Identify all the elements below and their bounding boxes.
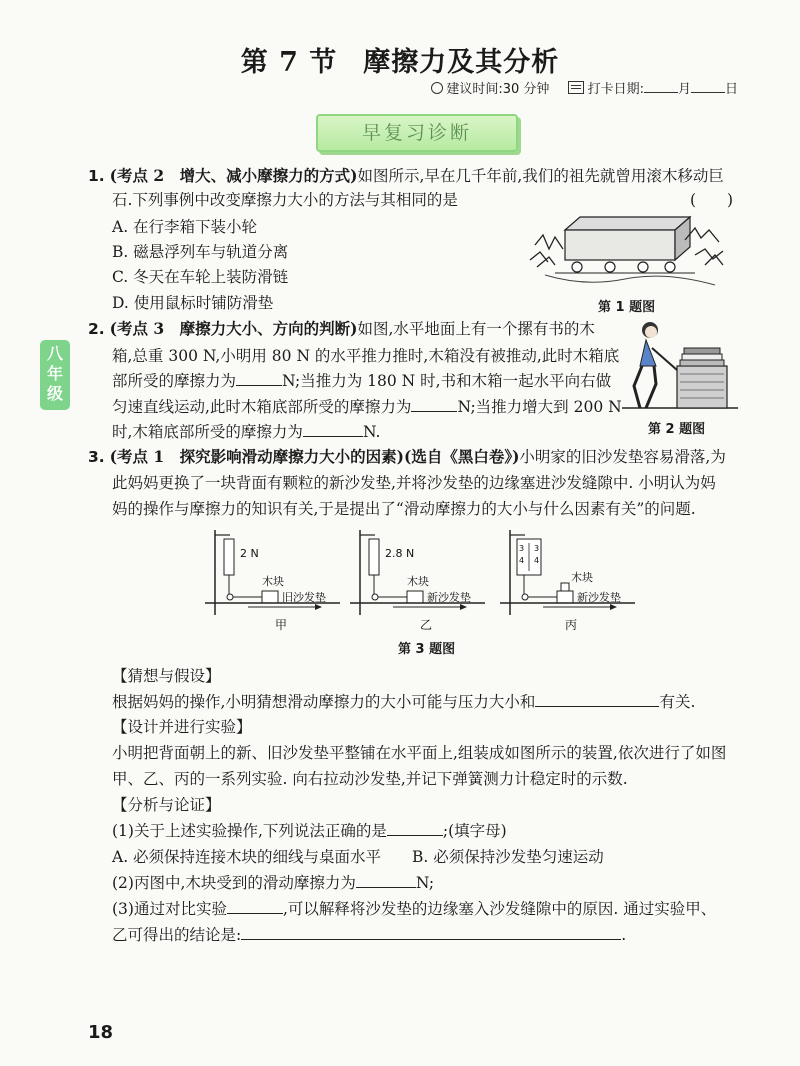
question-number: 1. (88, 167, 105, 185)
answer-paren: ( ) (690, 191, 734, 209)
scale-mark: 3 (534, 544, 540, 553)
question-text: 如图所示,早在几千年前,我们的祖先就曾用滚木移动巨 (357, 167, 724, 185)
text-part: 部所受的摩擦力为 (112, 372, 237, 390)
panel-label-jia: 甲 (275, 618, 288, 632)
grade-tab (40, 340, 70, 410)
text-part: 有关. (659, 693, 696, 711)
figure-1-caption: 第 1 题图 (598, 300, 656, 315)
section-number: 第 7 节 (240, 47, 338, 78)
text-part: ,可以解释将沙发垫的边缘塞入沙发缝隙中的原因. 通过实验甲、 (282, 900, 717, 918)
topic-tag: (考点 1 探究影响滑动摩擦力大小的因素) (109, 447, 404, 466)
panel-label-yi: 乙 (420, 618, 433, 632)
guess-line (112, 689, 695, 715)
text-part: (2)丙图中,木块受到的滑动摩擦力为 (112, 874, 356, 892)
text-part: ;(填字母) (442, 822, 507, 840)
option-c: C. 冬天在车轮上装防滑链 (112, 268, 289, 286)
question-3 (88, 444, 726, 470)
section-title: 摩擦力及其分析 (363, 47, 560, 78)
text-part: 乙可得出的结论是: (112, 926, 242, 944)
reading-jia: 2 N (240, 547, 259, 560)
question-text: 此妈妈更换了一块背面有颗粒的新沙发垫,并将沙发垫的边缘塞进沙发缝隙中. 小明认为妈 (112, 474, 716, 492)
question-number: 2. (88, 320, 105, 338)
scale-mark: 3 (519, 544, 525, 553)
answer-blank[interactable] (535, 690, 659, 707)
design-text: 小明把背面朝上的新、旧沙发垫平整铺在水平面上,组装成如图所示的装置,依次进行了如图 (112, 744, 727, 762)
suggested-time: 建议时间:30 分钟 (446, 82, 550, 97)
meta-line (431, 78, 738, 97)
text-part: N; (415, 874, 435, 892)
question-2 (88, 316, 595, 342)
text-part: N;当推力增大到 200 N (457, 398, 622, 416)
pad-label-bing: 新沙发垫 (577, 591, 621, 604)
text-part: (1)关于上述实验操作,下列说法正确的是 (112, 822, 387, 840)
topic-tag: (考点 2 增大、减小摩擦力的方式) (109, 166, 358, 185)
page-number: 18 (88, 1022, 114, 1043)
experiment-jia (205, 530, 340, 632)
text-part: 匀速直线运动,此时木箱底部所受的摩擦力为 (112, 398, 412, 416)
panel-label-bing: 丙 (565, 618, 578, 632)
figure-2-push-box (622, 318, 740, 413)
block-label-bing: 木块 (571, 571, 593, 584)
figure-3-experiments (200, 525, 640, 635)
source-tag: (选自《黑白卷》) (403, 447, 520, 466)
text-part: (3)通过对比实验 (112, 900, 227, 918)
figure-2-caption: 第 2 题图 (648, 422, 706, 437)
answer-blank[interactable] (356, 871, 416, 888)
figure-3-caption: 第 3 题图 (398, 642, 456, 657)
day-label: 日 (724, 82, 738, 97)
option-a: A. 在行李箱下装小轮 (112, 218, 258, 236)
figure-1-rollers (525, 205, 740, 295)
answer-blank[interactable] (227, 897, 283, 914)
experiment-bing (500, 530, 635, 632)
option-b: B. 磁悬浮列车与轨道分离 (112, 243, 289, 261)
reading-yi: 2.8 N (385, 547, 415, 560)
answer-blank[interactable] (236, 369, 282, 386)
option-b: B. 必须保持沙发垫匀速运动 (412, 848, 604, 866)
topic-tag: (考点 3 摩擦力大小、方向的判断) (109, 319, 358, 338)
question-text (112, 368, 611, 394)
question-text: 石.下列事例中改变摩擦力大小的方法与其相同的是 (112, 191, 458, 209)
experiment-yi (350, 530, 485, 632)
month-label: 月 (677, 82, 691, 97)
text-part: . (621, 926, 627, 944)
answer-blank[interactable] (303, 420, 363, 437)
question-number: 3. (88, 448, 105, 466)
question-text (112, 419, 380, 445)
question-text: 如图,水平地面上有一个摞有书的木 (357, 320, 595, 338)
heading-analysis: 【分析与论证】 (112, 796, 221, 814)
text-part: 根据妈妈的操作,小明猜想滑动摩擦力的大小可能与压力大小和 (112, 693, 536, 711)
section-banner: 早复习诊断 (316, 114, 518, 152)
design-text: 甲、乙、丙的一系列实验. 向右拉动沙发垫,并记下弹簧测力计稳定时的示数. (112, 770, 628, 788)
question-text: 小明家的旧沙发垫容易滑落,为 (519, 448, 726, 466)
page-title (0, 40, 800, 79)
pad-label-jia: 旧沙发垫 (282, 591, 326, 604)
option-d: D. 使用鼠标时铺防滑垫 (112, 294, 274, 312)
text-part: N. (362, 423, 381, 441)
answer-blank[interactable] (387, 819, 443, 836)
block-label-jia: 木块 (262, 575, 284, 588)
text-part: N;当推力为 180 N 时,书和木箱一起水平向右做 (282, 372, 612, 390)
question-text: 箱,总重 300 N,小明用 80 N 的水平推力推时,木箱没有被推动,此时木箱底 (112, 347, 620, 365)
sub-question-3 (112, 896, 716, 922)
answer-blank[interactable] (411, 395, 457, 412)
heading-guess: 【猜想与假设】 (112, 667, 221, 685)
scale-mark: 4 (519, 556, 525, 565)
answer-blank[interactable] (241, 923, 621, 940)
calendar-icon (568, 81, 584, 94)
scale-mark: 4 (534, 556, 540, 565)
pad-label-yi: 新沙发垫 (427, 591, 471, 604)
question-1 (88, 163, 748, 189)
clock-icon (431, 82, 443, 94)
block-label-yi: 木块 (407, 575, 429, 588)
sub-question-3-conclusion (112, 922, 626, 948)
sub-question-1 (112, 818, 507, 844)
checkin-label: 打卡日期: (587, 82, 644, 97)
grade-label: 八年级 (47, 344, 64, 403)
question-text: 妈的操作与摩擦力的知识有关,于是提出了“滑动摩擦力的大小与什么因素有关”的问题. (112, 500, 696, 518)
option-a: A. 必须保持连接木块的细线与桌面水平 (112, 848, 382, 866)
question-text (112, 394, 622, 420)
heading-design: 【设计并进行实验】 (112, 718, 252, 736)
sub-question-2 (112, 870, 434, 896)
text-part: 时,木箱底部所受的摩擦力为 (112, 423, 303, 441)
